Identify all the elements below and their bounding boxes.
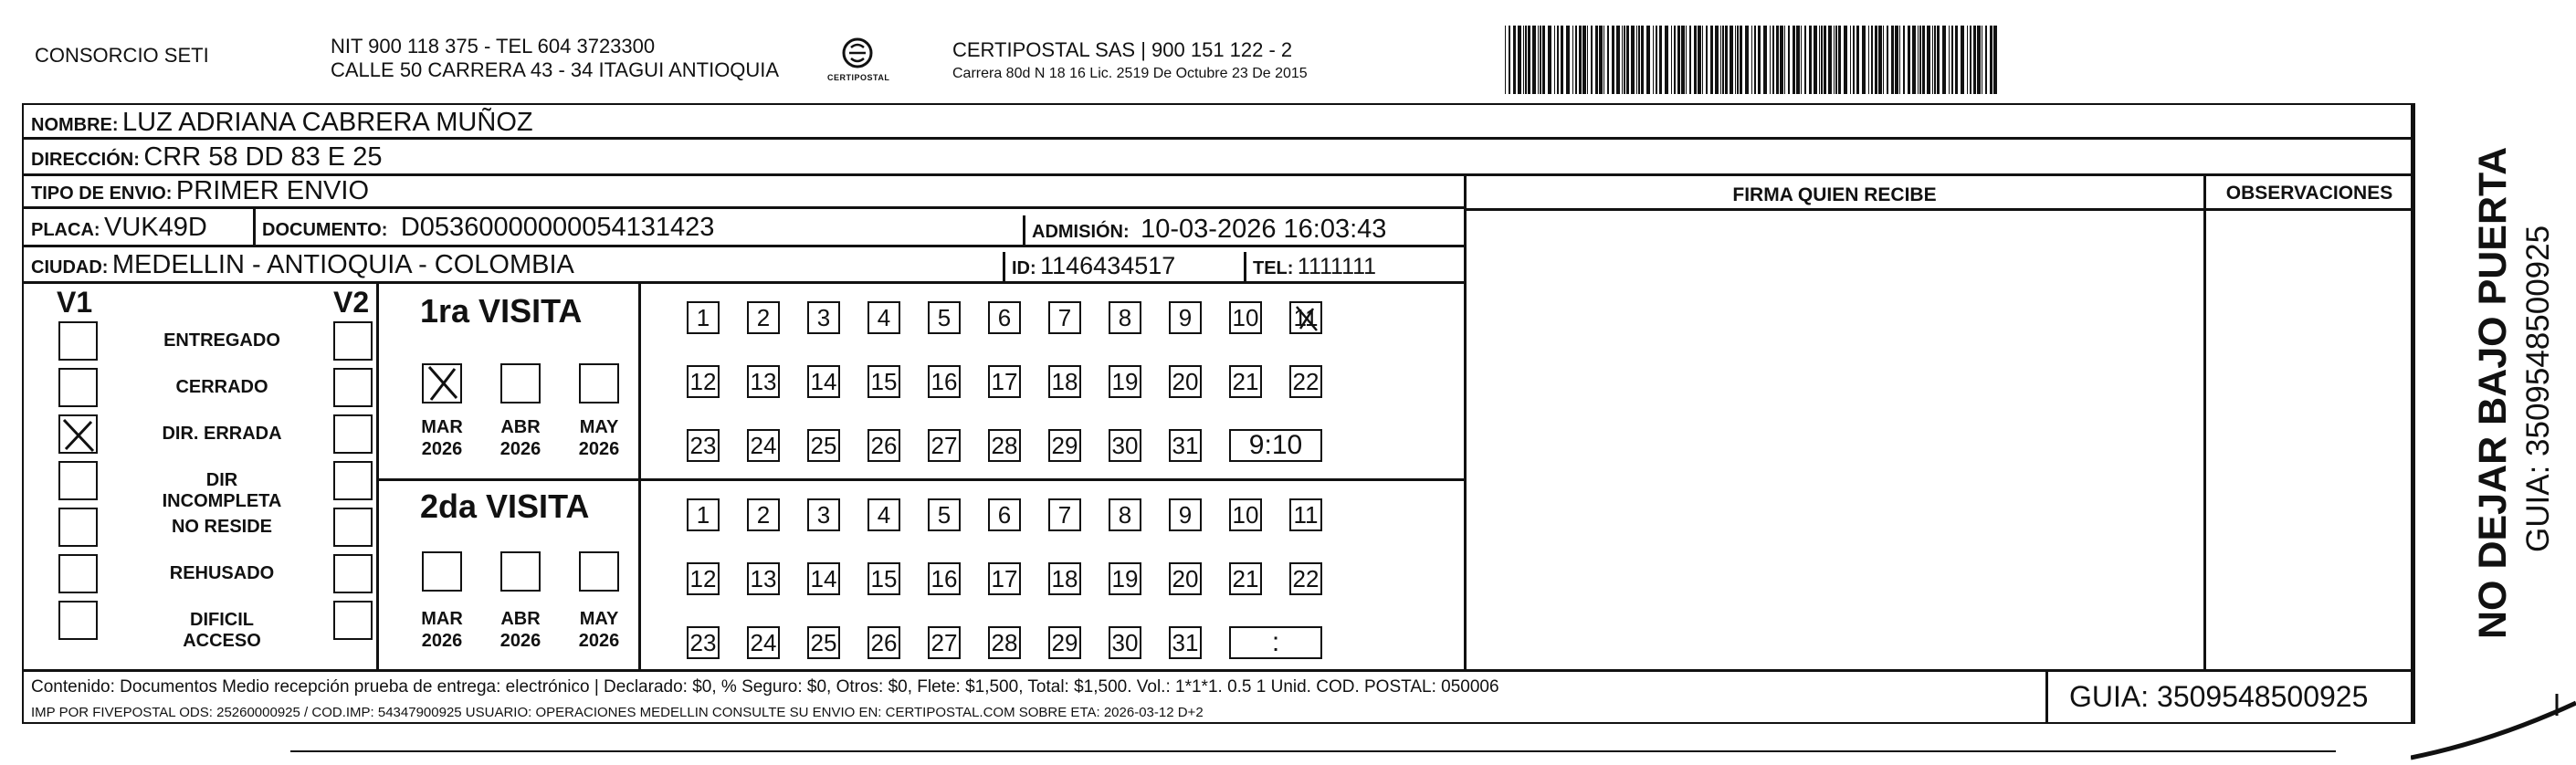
month-label: MAR [421, 609, 463, 629]
barcode-bar [1702, 26, 1703, 94]
barcode-bar [1838, 26, 1841, 94]
barcode-bar [1801, 26, 1802, 94]
day-cell[interactable]: 19 [1109, 365, 1141, 398]
barcode-bar [1993, 26, 1997, 94]
day-cell[interactable]: 3 [807, 301, 840, 334]
barcode-bar [1804, 26, 1806, 94]
day-cell[interactable]: 24 [747, 429, 780, 462]
day-cell[interactable]: 8 [1109, 301, 1141, 334]
day-cell[interactable]: 25 [807, 626, 840, 659]
barcode-bar [1638, 26, 1640, 94]
barcode-bar [1566, 26, 1570, 94]
year-label: 2026 [421, 631, 463, 651]
month-label: ABR [500, 417, 541, 437]
tipo-row [31, 176, 369, 206]
year-label: 2026 [499, 439, 541, 459]
day-cell[interactable]: 30 [1109, 429, 1141, 462]
day-cell[interactable]: 26 [867, 429, 900, 462]
barcode-bar [1770, 26, 1771, 94]
barcode-bar [1509, 26, 1510, 94]
day-cell[interactable]: 15 [867, 562, 900, 595]
day-cell[interactable]: 28 [988, 429, 1021, 462]
barcode-bar [1591, 26, 1593, 94]
firma-label: FIRMA QUIEN RECIBE [1732, 184, 1937, 205]
v2-label: V2 [333, 286, 370, 319]
barcode-bar [1862, 26, 1866, 94]
day-cell[interactable]: 26 [867, 626, 900, 659]
day-cell[interactable]: 4 [867, 498, 900, 531]
tel-divider [1244, 252, 1246, 281]
month-label: MAY [579, 417, 619, 437]
day-cell[interactable]: 18 [1048, 365, 1081, 398]
day-cell[interactable]: 17 [988, 562, 1021, 595]
barcode-bar [1868, 26, 1869, 94]
direccion-value: CRR 58 DD 83 E 25 [143, 142, 383, 172]
month-label: ABR [500, 609, 541, 629]
year-label: 2026 [421, 439, 463, 459]
barcode-bar [1653, 26, 1654, 94]
day-cell[interactable]: 14 [807, 365, 840, 398]
barcode-bar [1772, 26, 1774, 94]
day-cell[interactable]: 9 [1169, 498, 1202, 531]
day-cell[interactable]: 16 [928, 562, 961, 595]
month-year-label [415, 416, 469, 460]
day-cell[interactable]: 20 [1169, 365, 1202, 398]
barcode-bar [1955, 26, 1958, 94]
barcode-bar [1548, 26, 1551, 94]
day-cell[interactable]: 13 [747, 562, 780, 595]
x-mark-icon [60, 416, 97, 453]
day-cell[interactable]: 27 [928, 626, 961, 659]
barcode-bar [1671, 26, 1672, 94]
day-cell[interactable]: 20 [1169, 562, 1202, 595]
documento-label: DOCUMENTO: [262, 220, 388, 240]
month-year-label [572, 608, 626, 652]
barcode-bar [1681, 26, 1685, 94]
v2-checkbox[interactable] [333, 554, 373, 593]
month-label: MAR [421, 417, 463, 437]
day-cell[interactable]: 8 [1109, 498, 1141, 531]
day-cell[interactable]: 31 [1169, 626, 1202, 659]
barcode-bar [1824, 26, 1826, 94]
documento-cell [262, 213, 714, 243]
license-line: Carrera 80d N 18 16 Lic. 2519 De Octubre 23 De 2015 [952, 66, 1308, 81]
barcode-bar [1951, 26, 1953, 94]
day-cell[interactable]: 6 [988, 498, 1021, 531]
day-cell[interactable]: 9 [1169, 301, 1202, 334]
guia-vertical: GUIA: 3509548500925 [2520, 225, 2556, 552]
v1-checkbox[interactable] [58, 321, 98, 361]
barcode-bar [1686, 26, 1687, 94]
certipostal-line: CERTIPOSTAL SAS | 900 151 122 - 2 [952, 38, 1293, 61]
barcode-bar [1518, 26, 1521, 94]
barcode-bar [1970, 26, 1971, 94]
v2-checkbox[interactable] [333, 508, 373, 547]
barcode-bar [1572, 26, 1573, 94]
barcode-bar [1932, 26, 1933, 94]
signature-divider [1464, 173, 1467, 669]
barcode-bar [1740, 26, 1742, 94]
v1-checkbox[interactable] [58, 601, 98, 640]
barcode-bar [1784, 26, 1785, 94]
barcode-bar [1793, 26, 1795, 94]
barcode-bar [1776, 26, 1779, 94]
ciudad-value: MEDELLIN - ANTIOQUIA - COLOMBIA [111, 250, 574, 279]
day-number: 11 [1293, 304, 1319, 331]
barcode-bar [1513, 26, 1516, 94]
barcode-bar [1532, 26, 1536, 94]
barcode-bar [1542, 26, 1545, 94]
barcode-bar [1985, 26, 1987, 94]
no-dejar-notice: NO DEJAR BAJO PUERTA [2471, 146, 2515, 639]
tipo-label: TIPO DE ENVIO: [31, 183, 173, 204]
barcode-bar [1883, 26, 1884, 94]
barcode-bar [1528, 26, 1530, 94]
barcode-bar [1735, 26, 1736, 94]
barcode-bar [1903, 26, 1905, 94]
day-cell[interactable]: 29 [1048, 626, 1081, 659]
barcode-bar [1853, 26, 1855, 94]
day-cell[interactable]: 5 [928, 301, 961, 334]
status-option-label: REHUSADO [169, 563, 275, 583]
day-cell[interactable]: 15 [867, 365, 900, 398]
month-checkbox[interactable] [500, 363, 541, 403]
x-mark-icon [424, 365, 460, 402]
month-label: MAY [579, 609, 619, 629]
barcode-bar [1887, 26, 1888, 94]
v1-checkbox[interactable] [58, 508, 98, 547]
year-label: 2026 [499, 631, 541, 651]
barcode-bar [1751, 26, 1752, 94]
admision-label: ADMISIÓN: [1032, 222, 1130, 242]
year-label: 2026 [578, 631, 620, 651]
documento-value: D05360000000054131423 [400, 213, 715, 242]
contenido-line: Contenido: Documentos Medio recepción prueba de entrega: electrónico | Declarado: $0, % Seguro: $0, Otros: $0, Flete: $1,500, Total: $1,500. Vol.: 1*1*1. 0.5 1 Unid. COD. POSTAL: 050006 [31, 677, 1499, 697]
bottom-rule [290, 750, 2336, 752]
placa-label: PLACA: [31, 220, 100, 240]
barcode-bar [1612, 26, 1614, 94]
nombre-label: NOMBRE: [31, 115, 119, 135]
guia-footer: GUIA: 3509548500925 [2069, 680, 2369, 713]
day-cell[interactable]: 24 [747, 626, 780, 659]
day-cell[interactable]: 19 [1109, 562, 1141, 595]
day-cell[interactable]: 16 [928, 365, 961, 398]
day-cell[interactable]: 1 [687, 498, 720, 531]
direccion-row [31, 142, 382, 173]
day-cell[interactable]: 30 [1109, 626, 1141, 659]
barcode-bar [1908, 26, 1910, 94]
day-cell[interactable]: 12 [687, 562, 720, 595]
barcode-bar [1796, 26, 1800, 94]
barcode-bar [1949, 26, 1950, 94]
v1-checkbox[interactable] [58, 461, 98, 500]
barcode-bar [1616, 26, 1620, 94]
day-cell[interactable]: 11 [1289, 498, 1322, 531]
barcode [1505, 26, 2176, 94]
barcode-bar [1722, 26, 1724, 94]
status-option-label: NO RESIDE [171, 517, 273, 537]
id-label: ID: [1012, 258, 1036, 278]
barcode-bar [1937, 26, 1940, 94]
barcode-bar [1819, 26, 1820, 94]
month-checkbox[interactable] [579, 551, 619, 592]
barcode-bar [1557, 26, 1559, 94]
day-cell[interactable]: 17 [988, 365, 1021, 398]
second-visit-title: 2da VISITA [420, 487, 590, 525]
id-divider [1003, 252, 1005, 281]
barcode-bar [1603, 26, 1604, 94]
tipo-value: PRIMER ENVIO [175, 176, 370, 205]
row-divider [22, 173, 2413, 176]
barcode-bar [1809, 26, 1812, 94]
day-cell[interactable]: 21 [1229, 365, 1262, 398]
day-cell[interactable]: 12 [687, 365, 720, 398]
admision-divider [1023, 215, 1025, 245]
id-cell [1012, 252, 1175, 280]
barcode-bar [1595, 26, 1598, 94]
barcode-bar [1689, 26, 1691, 94]
barcode-bar [1912, 26, 1916, 94]
day-cell[interactable]: 29 [1048, 429, 1081, 462]
visit-time-cell[interactable]: : [1229, 626, 1322, 659]
day-cell[interactable]: 22 [1289, 365, 1322, 398]
status-option-label: CERRADO [175, 377, 268, 397]
day-cell[interactable]: 10 [1229, 498, 1262, 531]
barcode-bar [1575, 26, 1577, 94]
month-checkbox[interactable] [500, 551, 541, 592]
barcode-bar [1758, 26, 1761, 94]
day-cell[interactable]: 5 [928, 498, 961, 531]
day-cell[interactable]: 18 [1048, 562, 1081, 595]
barcode-bar [1554, 26, 1555, 94]
barcode-bar [1835, 26, 1837, 94]
footer-guia-divider [2045, 669, 2048, 724]
status-option-label: ENTREGADO [163, 330, 280, 351]
observaciones-label: OBSERVACIONES [2225, 183, 2393, 204]
month-year-label [493, 416, 548, 460]
first-visit-title: 1ra VISITA [420, 292, 583, 330]
day-cell[interactable]: 10 [1229, 301, 1262, 334]
barcode-bar [1505, 26, 1506, 94]
barcode-bar [1871, 26, 1873, 94]
visit-divider [376, 478, 1464, 481]
status-divider [376, 281, 379, 669]
barcode-bar [1725, 26, 1728, 94]
barcode-bar [1856, 26, 1859, 94]
day-cell[interactable]: 3 [807, 498, 840, 531]
v1-checkbox[interactable] [58, 368, 98, 407]
day-cell[interactable] [1289, 301, 1322, 334]
nit-line: NIT 900 118 375 - TEL 604 3723300 [331, 35, 656, 58]
day-cell[interactable]: 7 [1048, 301, 1081, 334]
barcode-bar [1990, 26, 1992, 94]
placa-divider [253, 206, 256, 245]
month-divider [638, 281, 641, 669]
direccion-label: DIRECCIÓN: [31, 150, 140, 170]
barcode-bar [1561, 26, 1563, 94]
barcode-bar [1788, 26, 1790, 94]
page-corner-mark [2411, 639, 2576, 765]
barcode-bar [1875, 26, 1877, 94]
v2-checkbox[interactable] [333, 321, 373, 361]
barcode-bar [1814, 26, 1817, 94]
barcode-bar [1934, 26, 1936, 94]
day-cell[interactable]: 4 [867, 301, 900, 334]
nombre-value: LUZ ADRIANA CABRERA MUÑOZ [122, 108, 533, 137]
signature-header-line [1464, 208, 2413, 211]
tel-label: TEL: [1253, 258, 1294, 278]
day-cell[interactable]: 2 [747, 498, 780, 531]
barcode-bar [1715, 26, 1719, 94]
v1-checkbox[interactable] [58, 554, 98, 593]
barcode-bar [1895, 26, 1898, 94]
frame-right-edge [2413, 103, 2415, 724]
barcode-bar [1821, 26, 1823, 94]
month-checkbox[interactable] [579, 363, 619, 403]
barcode-bar [1579, 26, 1582, 94]
day-cell[interactable]: 21 [1229, 562, 1262, 595]
barcode-bar [1677, 26, 1680, 94]
barcode-bar [1582, 26, 1586, 94]
day-cell[interactable]: 7 [1048, 498, 1081, 531]
barcode-bar [1636, 26, 1637, 94]
day-cell[interactable]: 28 [988, 626, 1021, 659]
barcode-bar [1754, 26, 1756, 94]
barcode-bar [1674, 26, 1676, 94]
row-divider [22, 281, 1465, 284]
v2-checkbox[interactable] [333, 414, 373, 454]
barcode-bar [1977, 26, 1981, 94]
barcode-bar [1694, 26, 1697, 94]
barcode-bar [1665, 26, 1668, 94]
admision-cell [1032, 215, 1386, 245]
barcode-bar [1698, 26, 1701, 94]
company-address: CALLE 50 CARRERA 43 - 34 ITAGUI ANTIOQUIA [331, 58, 780, 81]
barcode-bar [1641, 26, 1644, 94]
x-mark-icon [1291, 303, 1320, 332]
barcode-bar [1624, 26, 1625, 94]
barcode-bar [1922, 26, 1925, 94]
day-cell[interactable]: 31 [1169, 429, 1202, 462]
barcode-bar [1720, 26, 1721, 94]
barcode-bar [1844, 26, 1847, 94]
barcode-bar [1587, 26, 1588, 94]
barcode-bar [1899, 26, 1900, 94]
barcode-bar [1730, 26, 1733, 94]
barcode-bar [1919, 26, 1921, 94]
barcode-bar [1780, 26, 1783, 94]
barcode-bar [1523, 26, 1524, 94]
observations-divider [2203, 173, 2206, 669]
barcode-bar [1659, 26, 1662, 94]
barcode-bar [1538, 26, 1539, 94]
imp-line: IMP POR FIVEPOSTAL ODS: 25260000925 / COD.IMP: 54347900925 USUARIO: OPERACIONES MEDELLIN CONSULTE SU ENVIO EN: CERTIPOSTAL.COM SOBRE ETA: 2026-03-12 D+2 [31, 705, 1204, 720]
barcode-bar [1540, 26, 1541, 94]
barcode-bar [1710, 26, 1713, 94]
v1-checkbox[interactable] [58, 414, 98, 454]
barcode-bar [1763, 26, 1767, 94]
barcode-bar [1599, 26, 1603, 94]
barcode-bar [1706, 26, 1708, 94]
month-year-label [572, 416, 626, 460]
barcode-bar [1607, 26, 1609, 94]
day-cell[interactable]: 27 [928, 429, 961, 462]
barcode-bar [1942, 26, 1946, 94]
ciudad-label: CIUDAD: [31, 257, 109, 278]
day-cell[interactable]: 1 [687, 301, 720, 334]
tel-value: 1111111 [1297, 254, 1377, 279]
barcode-bar [1878, 26, 1882, 94]
barcode-bar [1850, 26, 1851, 94]
month-year-label [415, 608, 469, 652]
month-checkbox[interactable] [422, 363, 462, 403]
row-divider [22, 245, 1465, 247]
barcode-bar [1646, 26, 1650, 94]
barcode-bar [1525, 26, 1527, 94]
barcode-bar [1918, 26, 1919, 94]
day-cell[interactable]: 23 [687, 429, 720, 462]
barcode-bar [1631, 26, 1635, 94]
year-label: 2026 [578, 439, 620, 459]
barcode-bar [1891, 26, 1894, 94]
day-cell[interactable]: 14 [807, 562, 840, 595]
v2-checkbox[interactable] [333, 601, 373, 640]
v2-checkbox[interactable] [333, 368, 373, 407]
barcode-bar [1834, 26, 1835, 94]
company-name: CONSORCIO SETI [35, 44, 209, 67]
barcode-bar [1967, 26, 1968, 94]
barcode-bar [1737, 26, 1739, 94]
day-cell[interactable]: 2 [747, 301, 780, 334]
day-cell[interactable]: 25 [807, 429, 840, 462]
barcode-bar [1622, 26, 1623, 94]
barcode-bar [1626, 26, 1629, 94]
month-checkbox[interactable] [422, 551, 462, 592]
status-option-label: DIR. ERRADA [162, 424, 282, 444]
placa-value: VUK49D [104, 213, 207, 242]
certipostal-logo [827, 35, 890, 88]
logo-label: CERTIPOSTAL [827, 73, 890, 82]
v2-checkbox[interactable] [333, 461, 373, 500]
status-option-label: DIR INCOMPLETA [162, 470, 282, 511]
ciudad-row [31, 250, 574, 280]
v1-label: V1 [57, 286, 93, 319]
tel-cell [1253, 254, 1376, 280]
admision-value: 10-03-2026 16:03:43 [1141, 215, 1387, 244]
barcode-bar [1656, 26, 1657, 94]
day-cell[interactable]: 13 [747, 365, 780, 398]
barcode-bar [1973, 26, 1976, 94]
barcode-bar [1927, 26, 1930, 94]
day-cell[interactable]: 23 [687, 626, 720, 659]
barcode-bar [1828, 26, 1832, 94]
day-cell[interactable]: 22 [1289, 562, 1322, 595]
nombre-row [31, 108, 533, 138]
barcode-bar [1961, 26, 1964, 94]
id-value: 1146434517 [1040, 252, 1176, 279]
placa-cell [31, 213, 207, 243]
day-cell[interactable]: 6 [988, 301, 1021, 334]
status-option-label: DIFICIL ACCESO [183, 610, 261, 651]
month-year-label [493, 608, 548, 652]
row-divider [22, 206, 1465, 209]
barcode-bar [1745, 26, 1749, 94]
footer-divider [22, 669, 2413, 672]
visit-time-cell[interactable]: 9:10 [1229, 429, 1322, 462]
